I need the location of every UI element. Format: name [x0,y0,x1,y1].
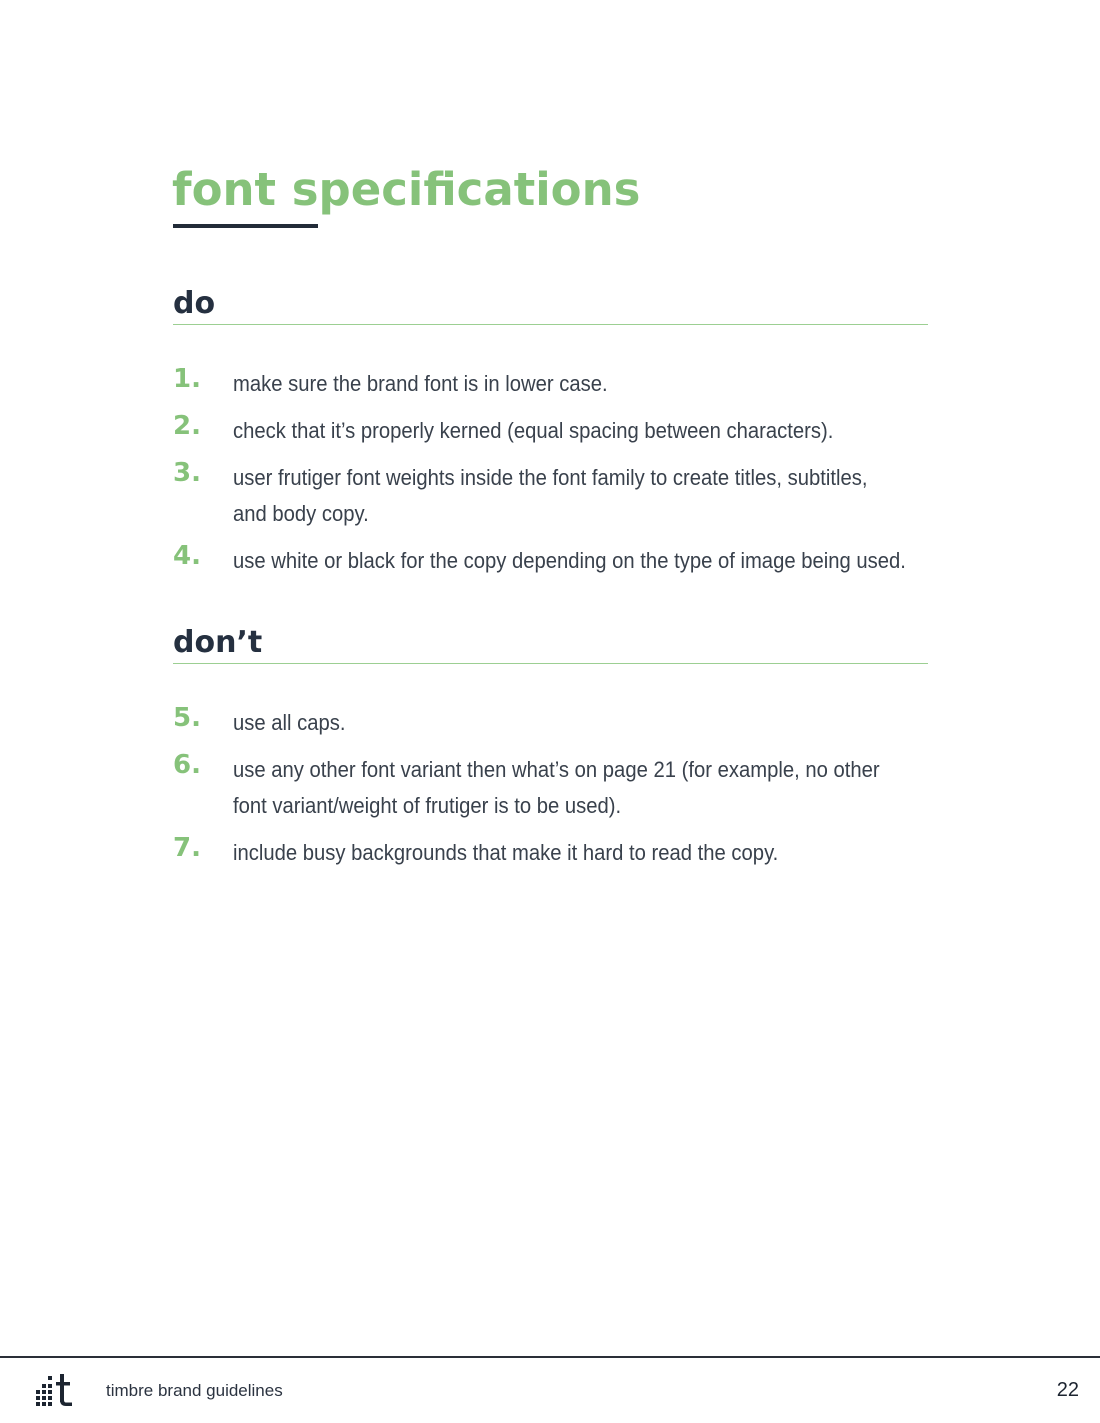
page-number: 22 [1056,1379,1079,1401]
list-item-number: 4. [173,541,201,571]
list-item [173,752,933,824]
title-underline [173,224,318,228]
dont-divider [173,663,928,664]
list-item-text: user frutiger font weights inside the font family to create titles, subtitles, and body copy. [233,465,868,526]
list-item-text: use all caps. [233,710,346,735]
do-list [173,366,933,590]
footer-label: timbre brand guidelines [106,1381,283,1400]
list-item-text: check that it’s properly kerned (equal spacing between characters). [233,418,834,443]
list-item-number: 6. [173,750,201,780]
list-item-number: 3. [173,458,201,488]
footer-divider [0,1356,1100,1358]
list-item [173,835,933,871]
list-item-text: make sure the brand font is in lower case. [233,371,608,396]
dont-list [173,705,933,882]
list-item [173,543,933,579]
list-item [173,705,933,741]
list-item-text: use white or black for the copy depending on the type of image being used. [233,548,906,573]
list-item-number: 7. [173,833,201,863]
list-item [173,413,933,449]
do-heading: do [173,286,216,321]
list-item-text: use any other font variant then what’s on page 21 (for example, no other font variant/weight of frutiger is to be used). [233,757,880,818]
list-item-text: include busy backgrounds that make it hard to read the copy. [233,840,779,865]
timbre-logo-icon [36,1374,76,1408]
list-item [173,460,933,532]
list-item-number: 1. [173,364,201,394]
list-item [173,366,933,402]
list-item-number: 2. [173,411,201,441]
dont-heading: don’t [173,625,263,660]
do-divider [173,324,928,325]
list-item-number: 5. [173,703,201,733]
page-title: font specifications [172,163,641,216]
